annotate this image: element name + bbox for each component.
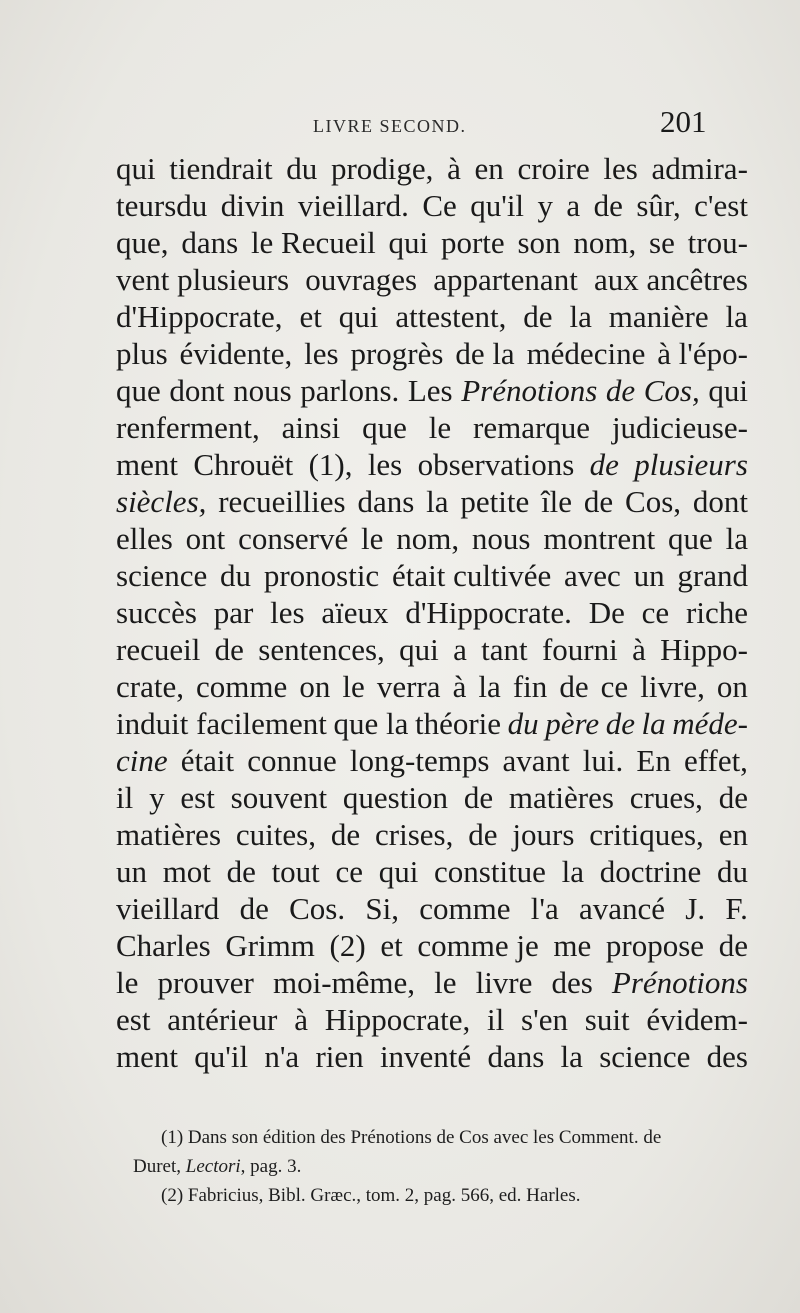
word: Chrouët [193, 447, 294, 482]
word: de [214, 632, 244, 667]
word: à [452, 669, 467, 704]
text-line [116, 853, 748, 890]
word: crate, [116, 669, 184, 704]
word: de [718, 928, 748, 963]
word: ment [116, 1039, 178, 1074]
word: progrès [350, 336, 444, 371]
word: a [453, 632, 467, 667]
word: il [116, 780, 134, 815]
text-line [116, 409, 748, 446]
word: est [180, 780, 215, 815]
word: F. [725, 891, 748, 926]
word: ouvrages [305, 262, 418, 297]
text-line [116, 372, 748, 409]
word: tant [481, 632, 528, 667]
text-line [116, 187, 748, 224]
word: crues, [629, 780, 703, 815]
word: pronostic [263, 558, 380, 593]
word: succès [116, 595, 197, 630]
word: c'est [694, 188, 748, 223]
footnotes [133, 1123, 753, 1210]
word: montrent [543, 521, 656, 556]
body-text [116, 150, 748, 1075]
word: comme [196, 669, 288, 704]
word: sentences, [258, 632, 385, 667]
word: plus [116, 336, 168, 371]
word: prouver [157, 965, 254, 1000]
word: et [380, 928, 403, 963]
word: avant [502, 743, 570, 778]
word: ce [335, 854, 364, 889]
word: le Recueil [250, 225, 376, 260]
word: à [447, 151, 461, 186]
word: rien [315, 1039, 364, 1074]
word: dans [181, 225, 239, 260]
word: on [716, 669, 748, 704]
word: médecine [526, 336, 646, 371]
word: en [474, 151, 504, 186]
word: l'a [530, 891, 559, 926]
word: de [523, 299, 553, 334]
word: le [434, 965, 457, 1000]
word: y [537, 188, 553, 223]
word: fin [512, 669, 548, 704]
word: père [545, 706, 600, 741]
word: long-temps [349, 743, 490, 778]
word: En [636, 743, 671, 778]
page-number: 201 [660, 104, 707, 139]
word: la [725, 299, 748, 334]
word: que la [333, 706, 409, 741]
word: appartenant [433, 262, 578, 297]
word: un [116, 854, 147, 889]
word: induit facilement [116, 706, 327, 741]
word: me [553, 928, 592, 963]
word: ment [116, 447, 178, 482]
word: le [342, 669, 365, 704]
text-line [116, 631, 748, 668]
word: dans [357, 484, 415, 519]
word: tout [271, 854, 320, 889]
word: matières [508, 780, 614, 815]
word: moi-même, [272, 965, 416, 1000]
text-line [116, 1001, 748, 1038]
word: des [551, 965, 593, 1000]
text-line [116, 779, 748, 816]
word: d'Hippocrate, [116, 299, 283, 334]
text-line [116, 927, 748, 964]
word: ce [600, 669, 629, 704]
word: crises, [375, 817, 454, 852]
word: a [566, 188, 581, 223]
word: doctrine [599, 854, 702, 889]
word: comme [419, 891, 511, 926]
word: que [362, 410, 407, 445]
word: ce [641, 595, 670, 630]
text-line [116, 298, 748, 335]
word: Grimm [225, 928, 315, 963]
text-line [116, 742, 748, 779]
footnote-1-page: , pag. 3. [240, 1156, 302, 1177]
word: prodige, [330, 151, 434, 186]
word: nom, [573, 225, 637, 260]
word: de [589, 447, 619, 482]
word: conservé [238, 521, 349, 556]
word: la [569, 299, 592, 334]
word: observations [417, 447, 575, 482]
word: de [330, 817, 361, 852]
word: vieillard [116, 891, 220, 926]
word: le [428, 410, 452, 445]
word: comme je [417, 928, 539, 963]
word: siècles, [116, 484, 207, 519]
word: croire [517, 151, 590, 186]
word: du [286, 151, 318, 186]
text-line [116, 557, 748, 594]
word: verra [376, 669, 441, 704]
word: aux ancêtres [593, 262, 748, 297]
text-line [116, 816, 748, 853]
word: divin [220, 188, 285, 223]
word: manière [608, 299, 709, 334]
footnote-1 [133, 1123, 753, 1181]
word: connue [247, 743, 337, 778]
word: son [517, 225, 561, 260]
word: de [226, 854, 256, 889]
word: le [361, 521, 384, 556]
text-line [116, 890, 748, 927]
word: de [718, 780, 748, 815]
word: Cos. [289, 891, 346, 926]
word: que, [116, 225, 169, 260]
word: riche [686, 595, 748, 630]
word: qui [378, 854, 419, 889]
word: nous [471, 521, 531, 556]
word: théorie [414, 706, 502, 741]
word: qui [399, 632, 439, 667]
word: recueillies [218, 484, 346, 519]
word: souvent [230, 780, 328, 815]
word: d'Hippocrate. [405, 595, 572, 630]
word: De [588, 595, 625, 630]
word: est [116, 1002, 151, 1037]
word: en [718, 817, 748, 852]
word: à l'épo- [657, 336, 748, 371]
word: matières [116, 817, 222, 852]
text-line [116, 668, 748, 705]
word: Si, [365, 891, 399, 926]
word: effet, [683, 743, 748, 778]
word: était cultivée [391, 558, 552, 593]
word: des [706, 1039, 748, 1074]
word: mot [162, 854, 211, 889]
word: tiendrait [169, 151, 273, 186]
word: livre, [640, 669, 705, 704]
word: un [633, 558, 665, 593]
word: propose [605, 928, 705, 963]
word: s'en [521, 1002, 568, 1037]
word: avec [564, 558, 621, 593]
word: on [299, 669, 331, 704]
text-line [116, 335, 748, 372]
word: Les [407, 373, 453, 408]
word: teursdu [116, 188, 208, 223]
word: suit [584, 1002, 630, 1037]
word: recueil [116, 632, 201, 667]
word: il [487, 1002, 505, 1037]
word: vieillard. [297, 188, 409, 223]
word: science [599, 1039, 691, 1074]
word: elles [116, 521, 173, 556]
word: à [294, 1002, 308, 1037]
word: évidem- [646, 1002, 748, 1037]
word: la [641, 706, 666, 741]
word: ont [185, 521, 226, 556]
word: de [605, 706, 635, 741]
word: nous [233, 373, 292, 408]
word: Prénotions [611, 965, 748, 1000]
word: de [605, 373, 636, 408]
word: était [180, 743, 235, 778]
footnote-1-line-2 [133, 1152, 753, 1181]
word: fourni [541, 632, 618, 667]
word: qu'il [470, 188, 525, 223]
word: (1), [308, 447, 353, 482]
word: Prénotions [461, 373, 598, 408]
word: évidente, [179, 336, 293, 371]
text-line [116, 705, 748, 742]
word: trou- [687, 225, 748, 260]
word: de [593, 188, 623, 223]
word: que [668, 521, 713, 556]
word: (2) [329, 928, 366, 963]
word: Ce [422, 188, 457, 223]
text-line [116, 520, 748, 557]
word: qui [388, 225, 429, 260]
text-line [116, 446, 748, 483]
word: y [149, 780, 165, 815]
word: porte [440, 225, 505, 260]
word: Hippo- [660, 632, 748, 667]
word: la [478, 669, 501, 704]
word: judicieuse- [611, 410, 748, 445]
word: du [716, 854, 748, 889]
word: méde- [672, 706, 748, 741]
word: grand [677, 558, 748, 593]
word: qui [116, 151, 156, 186]
word: petite [460, 484, 530, 519]
word: le [116, 965, 139, 1000]
word: admira- [651, 151, 748, 186]
word: aïeux [321, 595, 389, 630]
word: de [239, 891, 269, 926]
text-line [116, 1038, 748, 1075]
running-head: LIVRE SECOND. [313, 116, 467, 136]
word: plusieurs [634, 447, 748, 482]
word: parlons. [300, 373, 400, 408]
word: la [426, 484, 449, 519]
word: du [220, 558, 252, 593]
word: de [463, 780, 494, 815]
footnote-1-line-1: (1) Dans son édition des Prénotions de Cos avec les Comment. de [161, 1127, 662, 1148]
word: nom, [396, 521, 460, 556]
word: vent plusieurs [116, 262, 290, 297]
footnote-2: (2) Fabricius, Bibl. Græc., tom. 2, pag. 566, ed. Harles. [161, 1185, 581, 1206]
word: sûr, [636, 188, 681, 223]
word: dont [169, 373, 225, 408]
word: la [725, 521, 748, 556]
word: qui [338, 299, 379, 334]
word: Charles [116, 928, 211, 963]
word: Hippocrate, [324, 1002, 471, 1037]
word: lui. [582, 743, 624, 778]
word: question [342, 780, 448, 815]
word: antérieur [167, 1002, 278, 1037]
word: que [116, 373, 161, 408]
text-line [116, 261, 748, 298]
word: de [559, 669, 589, 704]
word: n'a [264, 1039, 300, 1074]
word: de la [455, 336, 515, 371]
word: les [367, 447, 403, 482]
word: cine [116, 743, 168, 778]
word: jours [512, 817, 575, 852]
word: île [541, 484, 573, 519]
word: J. [685, 891, 706, 926]
word: la [561, 854, 584, 889]
word: livre [475, 965, 533, 1000]
footnote-1-author: Duret, [133, 1156, 186, 1177]
word: ainsi [281, 410, 341, 445]
word: et [299, 299, 322, 334]
word: la [560, 1039, 583, 1074]
word: qui [708, 373, 748, 408]
text-line [116, 150, 748, 187]
word: de [583, 484, 614, 519]
word: se [649, 225, 675, 260]
word: les [270, 595, 305, 630]
word: les [603, 151, 638, 186]
word: constitue [434, 854, 546, 889]
word: qu'il [194, 1039, 249, 1074]
text-line [116, 483, 748, 520]
word: Cos, [625, 484, 682, 519]
word: du [507, 706, 539, 741]
word: les [304, 336, 339, 371]
word: Cos, [643, 373, 700, 408]
word: à [632, 632, 646, 667]
word: inventé [379, 1039, 472, 1074]
footnote-1-italic: Lectori [185, 1156, 241, 1177]
text-line [116, 964, 748, 1001]
word: avancé [578, 891, 666, 926]
word: science [116, 558, 208, 593]
word: renferment, [116, 410, 260, 445]
text-line [116, 594, 748, 631]
word: de [468, 817, 498, 852]
word: dans [487, 1039, 545, 1074]
word: remarque [473, 410, 591, 445]
word: dont [692, 484, 748, 519]
word: cuites, [235, 817, 316, 852]
word: attestent, [395, 299, 507, 334]
text-line [116, 224, 748, 261]
word: critiques, [589, 817, 704, 852]
word: par [213, 595, 254, 630]
